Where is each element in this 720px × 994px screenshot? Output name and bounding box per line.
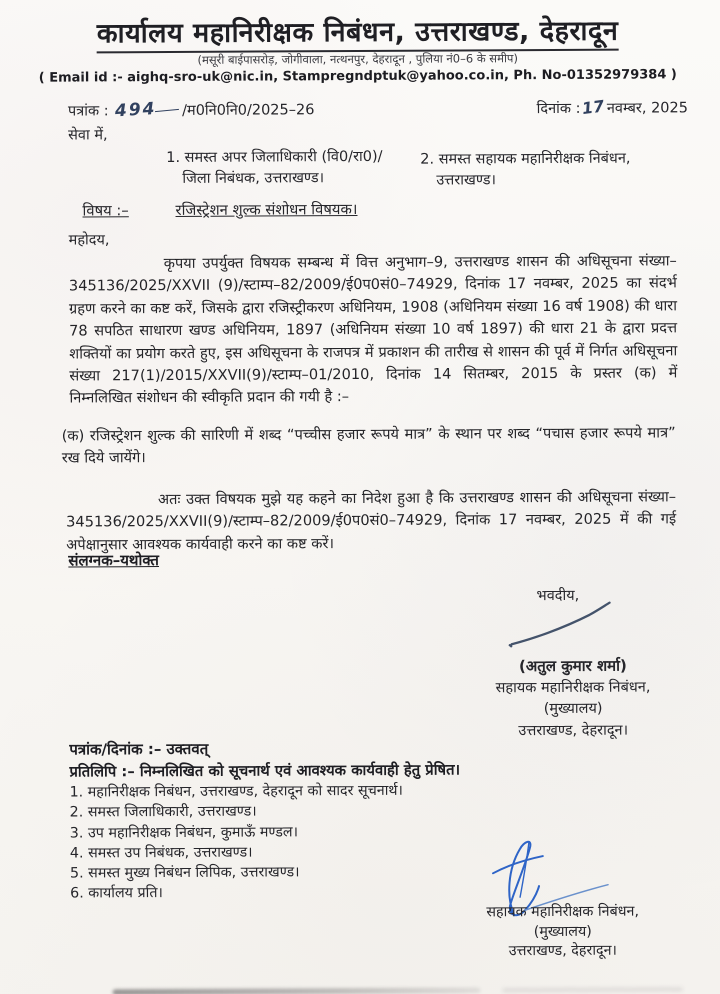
- footer-place: उत्तराखण्ड, देहरादून।: [508, 942, 617, 960]
- subject-text: रजिस्ट्रेशन शुल्क संशोधन विषयक।: [175, 201, 358, 219]
- letterhead-address: (मसूरी बाईपासरोड़, जोगीवाला, नत्थनपुर, देहरादून , पुलिया नं0–6 के समीप): [197, 51, 518, 67]
- copy-item: 6. कार्यालय प्रति।: [70, 885, 163, 903]
- ref-date-asabove-line: पत्रांक/दिनांक :– उक्तवत्: [69, 739, 209, 759]
- copy-item: 5. समस्त मुख्य निबंधन लिपिक, उत्तराखण्ड।: [69, 864, 300, 882]
- reference-row: [68, 97, 688, 120]
- reference-number: [68, 99, 315, 120]
- addressee-1-line2: जिला निबंधक, उत्तराखण्ड।: [182, 170, 325, 187]
- signatory-designation: सहायक महानिरीक्षक निबंधन,: [495, 678, 651, 696]
- enclosure-note: संलग्नक–यथोक्त: [68, 551, 160, 570]
- body-paragraph-1: कृपया उपर्युक्त विषयक सम्बन्ध में वित्त अनुभाग–9, उत्तराखण्ड शासन की अधिसूचना संख्या– 345136/2025/XXVII (9)/स्टाम्प–82/2009/ई0प0सं0–74929, दिनांक 17 नवम्बर, 2025 का संदर्भ ग्रहण करने का कष्ट करें, जिसके द्वारा रजिस्ट्रीकरण अधिनियम, 1908 (अधिनियम संख्या 16 वर्ष 1908) की धारा 78 सपठित साधारण खण्ड अधिनियम, 1897 (अधिनियम संख्या 10 वर्ष 1897) की धारा 21 के द्वारा प्रदत्त शक्तियों का प्रयोग करते हुए, इस अधिसूचना के राजपत्र में प्रकाशन की तारीख से शासन की पूर्व में निर्गत अधिसूचना संख्या 217(1)/2015/XXVII(9)/स्टाम्प–01/2010, दिनांक 14 सितम्बर, 2015 के प्रस्तर (क) में निम्नलिखित संशोधन की स्वीकृति प्रदान की गयी है :–: [68, 252, 678, 407]
- letterhead-title-text: कार्यालय महानिरीक्षक निबंधन, उत्तराखण्ड, देहरादून: [97, 16, 619, 54]
- date-rest: नवम्बर, 2025: [606, 100, 689, 117]
- addressee-2: [420, 148, 665, 191]
- signature-blue-ink-upstroke-path: [520, 843, 529, 897]
- handwritten-date-day: 17: [580, 96, 605, 119]
- date-field: [537, 97, 688, 118]
- letterhead-contact: ( Email id :- aighq-sro-uk@nic.in, Stampregndptuk@yahoo.co.in, Ph. No-01352979384 ): [38, 67, 677, 86]
- handwritten-letter-number: 494: [114, 98, 157, 122]
- handwritten-dash-stroke: [155, 109, 179, 112]
- copy-heading: प्रतिलिपि :– निम्नलिखित को सूचनार्थ एवं आवश्यक कार्यवाही हेतु प्रेषित।: [69, 761, 461, 781]
- letterhead-title: [0, 10, 718, 51]
- copy-list: [69, 781, 403, 905]
- signature-pen-stroke: [504, 599, 616, 658]
- signature-pen-stroke-path: [510, 603, 610, 647]
- addressee-2-line1: 2. समस्त सहायक महानिरीक्षक निबंधन,: [420, 150, 631, 168]
- copy-item: 1. महानिरीक्षक निबंधन, उत्तराखण्ड, देहरादून को सादर सूचनार्थ।: [69, 782, 404, 801]
- body-clause-ka: (क) रजिस्ट्रेशन शुल्क की सारिणी में शब्द “पच्चीस हजार रूपये मात्र” के स्थान पर शब्द “पचास हजार रूपये मात्र” रख दिये जायेंगे।: [61, 424, 676, 467]
- footer-designation: सहायक महानिरीक्षक निबंधन,: [486, 903, 640, 921]
- addressee-1: [166, 147, 416, 190]
- reference-suffix: /म0नि0नि0/2025–26: [182, 102, 315, 119]
- addressee-2-line2: उत्तराखण्ड।: [436, 172, 497, 189]
- scan-smudge-right: [503, 987, 683, 992]
- signatory-block: [453, 655, 693, 742]
- copy-item: 3. उप महानिरीक्षक निबंधन, कुमाऊँ मण्डल।: [69, 823, 299, 842]
- footer-office: (मुख्यालय): [533, 923, 592, 940]
- salutation: सेवा में,: [68, 127, 108, 144]
- subject-label: विषय :–: [82, 202, 129, 220]
- greeting: महोदय,: [68, 232, 110, 249]
- signatory-office: (मुख्यालय): [543, 700, 603, 718]
- addressee-1-line1: 1. समस्त अपर जिलाधिकारी (वि0/रा0)/: [166, 148, 383, 167]
- copy-item: 2. समस्त जिलाधिकारी, उत्तराखण्ड।: [69, 803, 257, 821]
- body-paragraph-2: अतः उक्त विषयक मुझे यह कहने का निदेश हुआ है कि उत्तराखण्ड शासन की अधिसूचना संख्या–345136/2025/XXVII(9)/स्टाम्प–82/2009/ई0प0सं0–74929, दिनांक 17 नवम्बर, 2025 में की गई अपेक्षानुसार आवश्यक कार्यवाही करने का कष्ट करें।: [66, 488, 677, 554]
- copy-item: 4. समस्त उप निबंधक, उत्तराखण्ड।: [69, 844, 253, 862]
- date-label: दिनांक :: [536, 100, 581, 118]
- subject-row: [82, 199, 357, 220]
- signature-blue-ink-cross-path: [493, 856, 543, 873]
- scan-smudge: [113, 987, 481, 994]
- footer-signatory-block: [445, 902, 680, 962]
- signatory-place: उत्तराखण्ड, देहरादून।: [518, 722, 629, 739]
- reference-label: पत्रांक :: [67, 103, 109, 120]
- signatory-name: (अतुल कुमार शर्मा): [518, 656, 627, 676]
- valediction: भवदीय,: [536, 587, 580, 605]
